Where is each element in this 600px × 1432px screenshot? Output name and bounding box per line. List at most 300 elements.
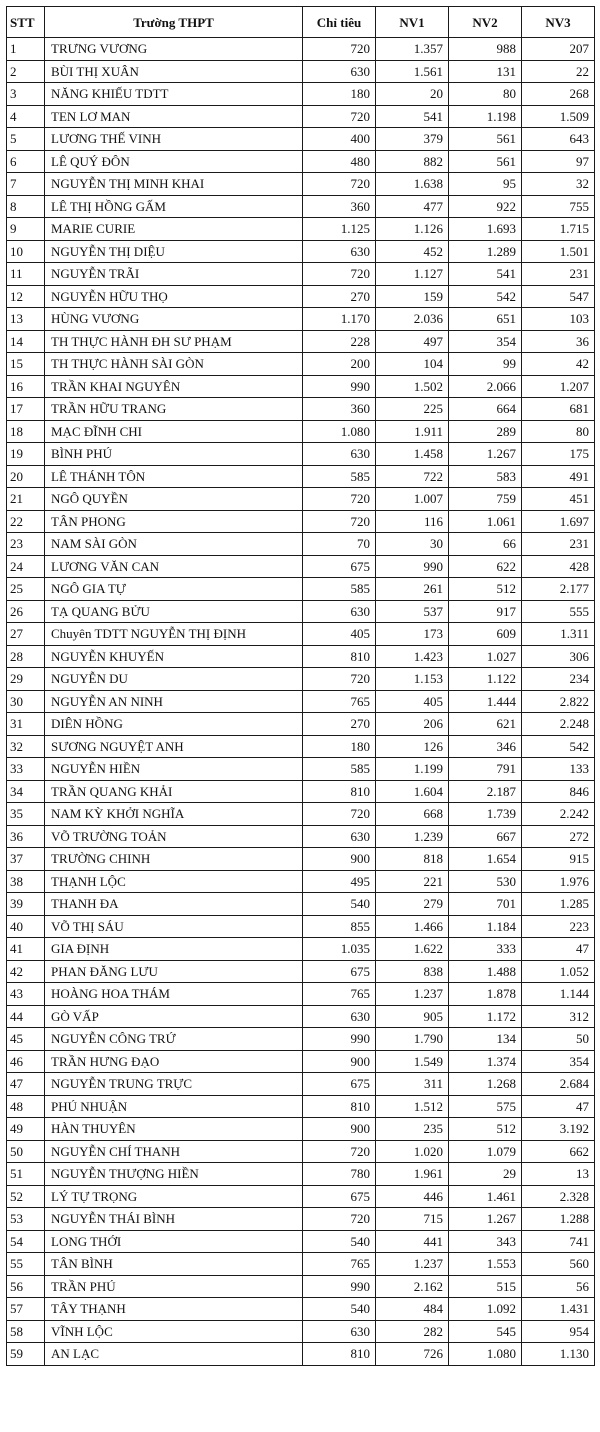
cell-stt: 7 xyxy=(7,173,45,196)
cell-nv2: 1.079 xyxy=(449,1140,522,1163)
cell-nv3: 681 xyxy=(522,398,595,421)
cell-stt: 34 xyxy=(7,780,45,803)
table-row xyxy=(7,420,595,443)
cell-quota: 540 xyxy=(303,1298,376,1321)
cell-nv2: 1.461 xyxy=(449,1185,522,1208)
cell-nv3: 555 xyxy=(522,600,595,623)
cell-school-name: PHAN ĐĂNG LƯU xyxy=(45,960,303,983)
cell-nv3: 1.715 xyxy=(522,218,595,241)
cell-nv2: 1.198 xyxy=(449,105,522,128)
cell-quota: 270 xyxy=(303,285,376,308)
table-row xyxy=(7,1050,595,1073)
cell-nv2: 988 xyxy=(449,38,522,61)
cell-quota: 675 xyxy=(303,1185,376,1208)
cell-stt: 2 xyxy=(7,60,45,83)
cell-nv1: 225 xyxy=(376,398,449,421)
cell-stt: 50 xyxy=(7,1140,45,1163)
cell-stt: 14 xyxy=(7,330,45,353)
cell-nv2: 343 xyxy=(449,1230,522,1253)
cell-nv3: 354 xyxy=(522,1050,595,1073)
cell-quota: 480 xyxy=(303,150,376,173)
cell-stt: 22 xyxy=(7,510,45,533)
table-row xyxy=(7,848,595,871)
cell-nv1: 882 xyxy=(376,150,449,173)
table-row xyxy=(7,375,595,398)
cell-nv3: 662 xyxy=(522,1140,595,1163)
table-row xyxy=(7,1230,595,1253)
cell-school-name: HÀN THUYÊN xyxy=(45,1118,303,1141)
cell-stt: 26 xyxy=(7,600,45,623)
cell-nv3: 491 xyxy=(522,465,595,488)
cell-nv1: 1.126 xyxy=(376,218,449,241)
cell-nv1: 1.790 xyxy=(376,1028,449,1051)
header-nv1: NV1 xyxy=(376,7,449,38)
cell-nv2: 1.693 xyxy=(449,218,522,241)
table-row xyxy=(7,60,595,83)
cell-school-name: LƯƠNG VĂN CAN xyxy=(45,555,303,578)
cell-stt: 46 xyxy=(7,1050,45,1073)
cell-nv2: 664 xyxy=(449,398,522,421)
cell-nv2: 346 xyxy=(449,735,522,758)
cell-nv2: 333 xyxy=(449,938,522,961)
cell-nv2: 1.374 xyxy=(449,1050,522,1073)
cell-nv3: 306 xyxy=(522,645,595,668)
cell-nv3: 1.052 xyxy=(522,960,595,983)
cell-school-name: NGUYỄN CHÍ THANH xyxy=(45,1140,303,1163)
cell-nv1: 441 xyxy=(376,1230,449,1253)
cell-nv3: 312 xyxy=(522,1005,595,1028)
cell-quota: 810 xyxy=(303,1343,376,1366)
header-nv3: NV3 xyxy=(522,7,595,38)
table-row xyxy=(7,443,595,466)
cell-nv3: 428 xyxy=(522,555,595,578)
cell-nv3: 846 xyxy=(522,780,595,803)
cell-nv2: 95 xyxy=(449,173,522,196)
cell-nv3: 2.177 xyxy=(522,578,595,601)
cell-school-name: TRẦN HỮU TRANG xyxy=(45,398,303,421)
cell-nv1: 1.961 xyxy=(376,1163,449,1186)
cell-school-name: GÒ VẤP xyxy=(45,1005,303,1028)
cell-quota: 900 xyxy=(303,848,376,871)
cell-stt: 47 xyxy=(7,1073,45,1096)
cell-stt: 11 xyxy=(7,263,45,286)
cell-stt: 55 xyxy=(7,1253,45,1276)
cell-nv2: 917 xyxy=(449,600,522,623)
cell-stt: 58 xyxy=(7,1320,45,1343)
cell-nv3: 47 xyxy=(522,1095,595,1118)
cell-nv1: 838 xyxy=(376,960,449,983)
cell-quota: 780 xyxy=(303,1163,376,1186)
cell-nv3: 1.509 xyxy=(522,105,595,128)
cell-school-name: LONG THỚI xyxy=(45,1230,303,1253)
table-row xyxy=(7,623,595,646)
table-row xyxy=(7,690,595,713)
table-row xyxy=(7,83,595,106)
cell-quota: 200 xyxy=(303,353,376,376)
cell-stt: 33 xyxy=(7,758,45,781)
cell-nv3: 741 xyxy=(522,1230,595,1253)
cell-nv2: 1.739 xyxy=(449,803,522,826)
cell-quota: 180 xyxy=(303,735,376,758)
cell-nv3: 1.207 xyxy=(522,375,595,398)
cell-nv1: 477 xyxy=(376,195,449,218)
cell-nv1: 104 xyxy=(376,353,449,376)
cell-quota: 720 xyxy=(303,510,376,533)
cell-nv3: 207 xyxy=(522,38,595,61)
table-row xyxy=(7,915,595,938)
cell-quota: 630 xyxy=(303,60,376,83)
cell-quota: 720 xyxy=(303,105,376,128)
cell-nv1: 484 xyxy=(376,1298,449,1321)
cell-nv2: 651 xyxy=(449,308,522,331)
cell-nv1: 261 xyxy=(376,578,449,601)
table-row xyxy=(7,398,595,421)
cell-nv2: 1.654 xyxy=(449,848,522,871)
cell-school-name: NGUYỄN THỊ DIỆU xyxy=(45,240,303,263)
cell-quota: 810 xyxy=(303,780,376,803)
cell-nv1: 405 xyxy=(376,690,449,713)
cell-school-name: NGUYỄN HỮU THỌ xyxy=(45,285,303,308)
cell-quota: 405 xyxy=(303,623,376,646)
cell-quota: 270 xyxy=(303,713,376,736)
cell-nv3: 1.285 xyxy=(522,893,595,916)
cell-quota: 675 xyxy=(303,960,376,983)
cell-nv1: 990 xyxy=(376,555,449,578)
cell-stt: 17 xyxy=(7,398,45,421)
table-row xyxy=(7,645,595,668)
cell-nv1: 1.007 xyxy=(376,488,449,511)
cell-nv3: 231 xyxy=(522,263,595,286)
cell-school-name: TRƯỜNG CHINH xyxy=(45,848,303,871)
cell-stt: 6 xyxy=(7,150,45,173)
cell-school-name: BÙI THỊ XUÂN xyxy=(45,60,303,83)
table-row xyxy=(7,893,595,916)
cell-nv3: 272 xyxy=(522,825,595,848)
cell-quota: 630 xyxy=(303,600,376,623)
table-row xyxy=(7,1073,595,1096)
table-row xyxy=(7,240,595,263)
cell-nv2: 512 xyxy=(449,578,522,601)
cell-nv3: 1.311 xyxy=(522,623,595,646)
cell-school-name: TRƯNG VƯƠNG xyxy=(45,38,303,61)
table-row xyxy=(7,465,595,488)
table-row xyxy=(7,960,595,983)
table-row xyxy=(7,870,595,893)
table-header xyxy=(7,7,595,38)
cell-school-name: TÂY THẠNH xyxy=(45,1298,303,1321)
cell-stt: 10 xyxy=(7,240,45,263)
cell-stt: 51 xyxy=(7,1163,45,1186)
cell-nv2: 131 xyxy=(449,60,522,83)
cell-nv1: 279 xyxy=(376,893,449,916)
cell-nv1: 668 xyxy=(376,803,449,826)
cell-nv1: 1.604 xyxy=(376,780,449,803)
cell-stt: 9 xyxy=(7,218,45,241)
table-row xyxy=(7,938,595,961)
cell-school-name: TÂN BÌNH xyxy=(45,1253,303,1276)
cell-nv1: 726 xyxy=(376,1343,449,1366)
cell-nv2: 1.092 xyxy=(449,1298,522,1321)
cell-nv3: 1.697 xyxy=(522,510,595,533)
cell-school-name: LÊ THỊ HỒNG GẤM xyxy=(45,195,303,218)
cell-nv2: 701 xyxy=(449,893,522,916)
cell-school-name: MARIE CURIE xyxy=(45,218,303,241)
cell-nv1: 1.237 xyxy=(376,983,449,1006)
cell-school-name: NGUYỄN AN NINH xyxy=(45,690,303,713)
cell-quota: 675 xyxy=(303,1073,376,1096)
cell-quota: 990 xyxy=(303,1028,376,1051)
cell-nv2: 1.267 xyxy=(449,443,522,466)
cell-school-name: TRẦN HƯNG ĐẠO xyxy=(45,1050,303,1073)
cell-nv3: 643 xyxy=(522,128,595,151)
cell-stt: 3 xyxy=(7,83,45,106)
cell-school-name: NGUYỄN HIỀN xyxy=(45,758,303,781)
cell-nv3: 915 xyxy=(522,848,595,871)
cell-nv3: 97 xyxy=(522,150,595,173)
cell-nv3: 3.192 xyxy=(522,1118,595,1141)
cell-school-name: THẠNH LỘC xyxy=(45,870,303,893)
cell-nv3: 56 xyxy=(522,1275,595,1298)
cell-stt: 25 xyxy=(7,578,45,601)
cell-stt: 53 xyxy=(7,1208,45,1231)
cell-stt: 4 xyxy=(7,105,45,128)
cell-quota: 720 xyxy=(303,38,376,61)
cell-nv1: 1.153 xyxy=(376,668,449,691)
cell-nv3: 1.130 xyxy=(522,1343,595,1366)
table-row xyxy=(7,150,595,173)
cell-quota: 1.080 xyxy=(303,420,376,443)
cell-quota: 765 xyxy=(303,983,376,1006)
cell-nv3: 2.684 xyxy=(522,1073,595,1096)
cell-nv3: 175 xyxy=(522,443,595,466)
cell-nv2: 561 xyxy=(449,150,522,173)
cell-nv2: 1.878 xyxy=(449,983,522,1006)
table-row xyxy=(7,510,595,533)
cell-nv1: 497 xyxy=(376,330,449,353)
cell-nv2: 545 xyxy=(449,1320,522,1343)
cell-nv2: 575 xyxy=(449,1095,522,1118)
table-row xyxy=(7,1343,595,1366)
cell-stt: 49 xyxy=(7,1118,45,1141)
cell-nv2: 791 xyxy=(449,758,522,781)
cell-nv3: 32 xyxy=(522,173,595,196)
cell-nv1: 1.561 xyxy=(376,60,449,83)
cell-stt: 18 xyxy=(7,420,45,443)
table-row xyxy=(7,983,595,1006)
table-row xyxy=(7,353,595,376)
cell-quota: 1.035 xyxy=(303,938,376,961)
cell-stt: 1 xyxy=(7,38,45,61)
cell-nv1: 1.458 xyxy=(376,443,449,466)
cell-quota: 360 xyxy=(303,195,376,218)
cell-stt: 16 xyxy=(7,375,45,398)
table-row xyxy=(7,263,595,286)
table-row xyxy=(7,38,595,61)
table-row xyxy=(7,1253,595,1276)
cell-nv1: 446 xyxy=(376,1185,449,1208)
cell-quota: 675 xyxy=(303,555,376,578)
cell-school-name: TEN LƠ MAN xyxy=(45,105,303,128)
cell-nv3: 542 xyxy=(522,735,595,758)
cell-nv1: 1.549 xyxy=(376,1050,449,1073)
cell-quota: 990 xyxy=(303,375,376,398)
cell-nv2: 1.268 xyxy=(449,1073,522,1096)
cell-nv2: 530 xyxy=(449,870,522,893)
cell-nv1: 159 xyxy=(376,285,449,308)
cell-school-name: LÝ TỰ TRỌNG xyxy=(45,1185,303,1208)
cell-quota: 630 xyxy=(303,240,376,263)
table-body xyxy=(7,38,595,1366)
cell-school-name: SƯƠNG NGUYỆT ANH xyxy=(45,735,303,758)
cell-stt: 23 xyxy=(7,533,45,556)
cell-school-name: NGUYỄN KHUYẾN xyxy=(45,645,303,668)
cell-nv3: 231 xyxy=(522,533,595,556)
table-row xyxy=(7,533,595,556)
cell-nv3: 2.242 xyxy=(522,803,595,826)
cell-stt: 56 xyxy=(7,1275,45,1298)
table-row xyxy=(7,218,595,241)
cell-nv2: 134 xyxy=(449,1028,522,1051)
cell-nv2: 1.061 xyxy=(449,510,522,533)
cell-school-name: NGUYỄN CÔNG TRỨ xyxy=(45,1028,303,1051)
cell-school-name: NGUYỄN DU xyxy=(45,668,303,691)
cell-nv3: 47 xyxy=(522,938,595,961)
cell-nv1: 2.036 xyxy=(376,308,449,331)
cell-school-name: LÊ QUÝ ĐÔN xyxy=(45,150,303,173)
cell-nv2: 609 xyxy=(449,623,522,646)
cell-quota: 585 xyxy=(303,578,376,601)
cell-nv2: 512 xyxy=(449,1118,522,1141)
cell-school-name: NGUYỄN TRÃI xyxy=(45,263,303,286)
table-row xyxy=(7,1208,595,1231)
cell-quota: 585 xyxy=(303,758,376,781)
cell-stt: 5 xyxy=(7,128,45,151)
table-row xyxy=(7,578,595,601)
cell-school-name: NAM KỲ KHỞI NGHĨA xyxy=(45,803,303,826)
cell-nv3: 234 xyxy=(522,668,595,691)
cell-stt: 21 xyxy=(7,488,45,511)
table-row xyxy=(7,195,595,218)
table-row xyxy=(7,555,595,578)
table-row xyxy=(7,1298,595,1321)
cell-school-name: TH THỰC HÀNH SÀI GÒN xyxy=(45,353,303,376)
cell-quota: 720 xyxy=(303,263,376,286)
cell-school-name: PHÚ NHUẬN xyxy=(45,1095,303,1118)
table-row xyxy=(7,330,595,353)
cell-stt: 19 xyxy=(7,443,45,466)
cell-quota: 630 xyxy=(303,1005,376,1028)
cell-quota: 630 xyxy=(303,1320,376,1343)
cell-nv1: 537 xyxy=(376,600,449,623)
cell-nv1: 30 xyxy=(376,533,449,556)
cell-nv1: 379 xyxy=(376,128,449,151)
header-nv2: NV2 xyxy=(449,7,522,38)
cell-school-name: TRẦN PHÚ xyxy=(45,1275,303,1298)
header-row xyxy=(7,7,595,38)
cell-nv2: 1.444 xyxy=(449,690,522,713)
cell-stt: 57 xyxy=(7,1298,45,1321)
cell-nv1: 173 xyxy=(376,623,449,646)
cell-school-name: VÕ TRƯỜNG TOẢN xyxy=(45,825,303,848)
cell-school-name: HÙNG VƯƠNG xyxy=(45,308,303,331)
cell-nv3: 103 xyxy=(522,308,595,331)
table-row xyxy=(7,105,595,128)
table-row xyxy=(7,668,595,691)
cell-nv2: 542 xyxy=(449,285,522,308)
table-row xyxy=(7,1118,595,1141)
cell-nv2: 541 xyxy=(449,263,522,286)
cell-school-name: LƯƠNG THẾ VINH xyxy=(45,128,303,151)
cell-nv3: 755 xyxy=(522,195,595,218)
cell-quota: 400 xyxy=(303,128,376,151)
cell-nv3: 22 xyxy=(522,60,595,83)
cell-nv1: 206 xyxy=(376,713,449,736)
cell-quota: 70 xyxy=(303,533,376,556)
cell-quota: 720 xyxy=(303,803,376,826)
cell-school-name: TRẦN QUANG KHẢI xyxy=(45,780,303,803)
cell-school-name: GIA ĐỊNH xyxy=(45,938,303,961)
cell-quota: 540 xyxy=(303,893,376,916)
cell-stt: 45 xyxy=(7,1028,45,1051)
cell-stt: 43 xyxy=(7,983,45,1006)
cell-school-name: TẠ QUANG BỬU xyxy=(45,600,303,623)
cell-school-name: NGUYỄN THỊ MINH KHAI xyxy=(45,173,303,196)
cell-quota: 810 xyxy=(303,645,376,668)
cell-stt: 15 xyxy=(7,353,45,376)
cell-nv1: 116 xyxy=(376,510,449,533)
admissions-sheet xyxy=(6,6,594,1366)
cell-nv3: 560 xyxy=(522,1253,595,1276)
cell-stt: 31 xyxy=(7,713,45,736)
cell-quota: 720 xyxy=(303,1208,376,1231)
cell-nv1: 20 xyxy=(376,83,449,106)
cell-stt: 41 xyxy=(7,938,45,961)
cell-nv2: 759 xyxy=(449,488,522,511)
cell-school-name: TH THỰC HÀNH ĐH SƯ PHẠM xyxy=(45,330,303,353)
cell-stt: 8 xyxy=(7,195,45,218)
cell-nv2: 354 xyxy=(449,330,522,353)
cell-nv1: 221 xyxy=(376,870,449,893)
cell-nv1: 452 xyxy=(376,240,449,263)
table-row xyxy=(7,1005,595,1028)
cell-nv1: 282 xyxy=(376,1320,449,1343)
cell-quota: 900 xyxy=(303,1050,376,1073)
cell-nv2: 1.184 xyxy=(449,915,522,938)
cell-nv1: 1.502 xyxy=(376,375,449,398)
cell-school-name: BÌNH PHÚ xyxy=(45,443,303,466)
cell-nv2: 922 xyxy=(449,195,522,218)
cell-quota: 990 xyxy=(303,1275,376,1298)
cell-nv2: 80 xyxy=(449,83,522,106)
cell-nv1: 1.911 xyxy=(376,420,449,443)
cell-stt: 52 xyxy=(7,1185,45,1208)
table-row xyxy=(7,780,595,803)
cell-nv1: 1.237 xyxy=(376,1253,449,1276)
table-row xyxy=(7,173,595,196)
cell-school-name: NGUYỄN THƯỢNG HIỀN xyxy=(45,1163,303,1186)
cell-nv2: 2.066 xyxy=(449,375,522,398)
cell-nv1: 722 xyxy=(376,465,449,488)
cell-nv1: 1.357 xyxy=(376,38,449,61)
cell-nv1: 311 xyxy=(376,1073,449,1096)
cell-nv3: 50 xyxy=(522,1028,595,1051)
cell-stt: 54 xyxy=(7,1230,45,1253)
header-quota: Chỉ tiêu xyxy=(303,7,376,38)
cell-quota: 585 xyxy=(303,465,376,488)
cell-nv2: 583 xyxy=(449,465,522,488)
cell-nv3: 1.288 xyxy=(522,1208,595,1231)
cell-quota: 1.170 xyxy=(303,308,376,331)
